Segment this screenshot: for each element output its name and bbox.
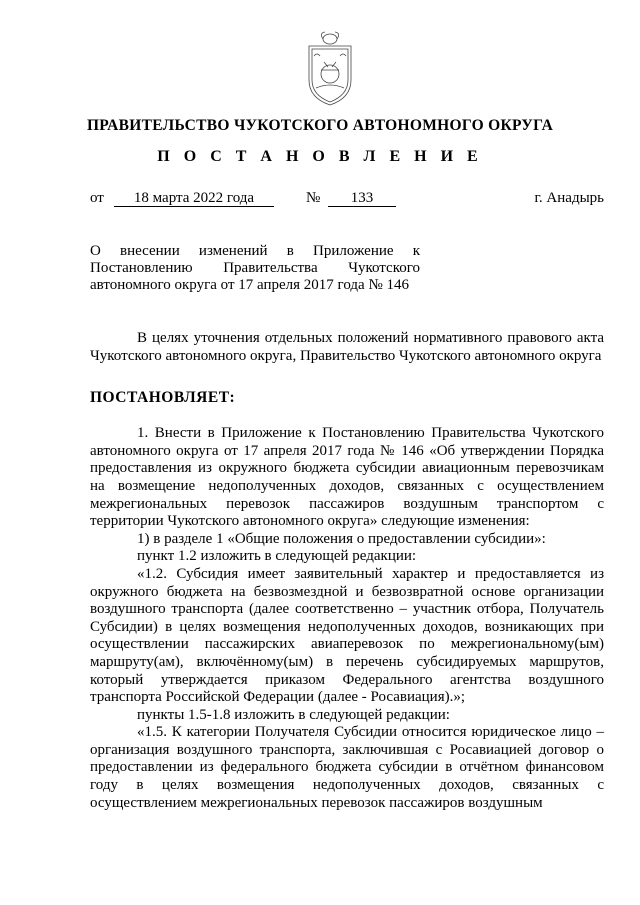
coat-of-arms-icon — [304, 30, 356, 108]
decree-heading: ПОСТАНОВЛЯЕТ: — [90, 389, 236, 407]
body-paragraph: 1. Внести в Приложение к Постановлению Правительства Чукотского автономного округа от 17 апреля 2017 года № 146 «Об утверждении Порядка предоставления из окружного бюджета субсидии авиационным перевозчикам на возмещение недополученных доходов, связанных с осуществлением межрегиональных перевозок пассажиров воздушным транспортом с территории Чукотского автономного округа» следующие изменения: — [90, 425, 604, 530]
number-sign: № — [306, 190, 321, 206]
document-city: г. Анадырь — [534, 190, 604, 206]
document-type: П О С Т А Н О В Л Е Н И Е — [157, 148, 483, 165]
document-date: 18 марта 2022 года — [133, 190, 255, 206]
intro-paragraph: В целях уточнения отдельных положений нормативного правового акта Чукотского автономного округа, Правительство Чукотского автономного округа — [90, 330, 604, 364]
body-paragraph: 1) в разделе 1 «Общие положения о предоставлении субсидии»: — [137, 530, 546, 547]
document-number: 133 — [350, 190, 374, 206]
body-paragraph: «1.5. К категории Получателя Субсидии относится юридическое лицо – организация воздушного транспорта, заключившая с Росавиацией договор о предоставлении из федерального бюджета субсидии в отчётном финансовом году в целях возмещения недополученных доходов, связанных с осуществлением межрегиональных перевозок пассажиров воздушным — [90, 724, 604, 811]
document-subject: О внесении изменений в Приложение к Постановлению Правительства Чукотского автономного округа от 17 апреля 2017 года № 146 — [90, 243, 420, 293]
date-prefix: от — [90, 190, 104, 206]
government-title: ПРАВИТЕЛЬСТВО ЧУКОТСКОГО АВТОНОМНОГО ОКРУГА — [86, 117, 554, 134]
document-meta — [90, 190, 604, 212]
body-paragraph: пункты 1.5-1.8 изложить в следующей редакции: — [137, 706, 450, 723]
body-paragraph: пункт 1.2 изложить в следующей редакции: — [137, 548, 417, 565]
document-body — [90, 330, 604, 812]
body-paragraph: «1.2. Субсидия имеет заявительный характер и предоставляется из окружного бюджета на безвозмездной и безвозвратной основе организации воздушного транспорта (далее соответственно – участник отбора, Получатель Субсидии) в целях возмещения недополученных доходов, возникающих при осуществлении пассажирских авиаперевозок по межрегиональному(ым) маршруту(ам), включённому(ым) в перечень субсидируемых маршрутов, который утверждается приказом Федерального агентства воздушного транспорта Российской Федерации (далее - Росавиация).»; — [90, 565, 604, 706]
